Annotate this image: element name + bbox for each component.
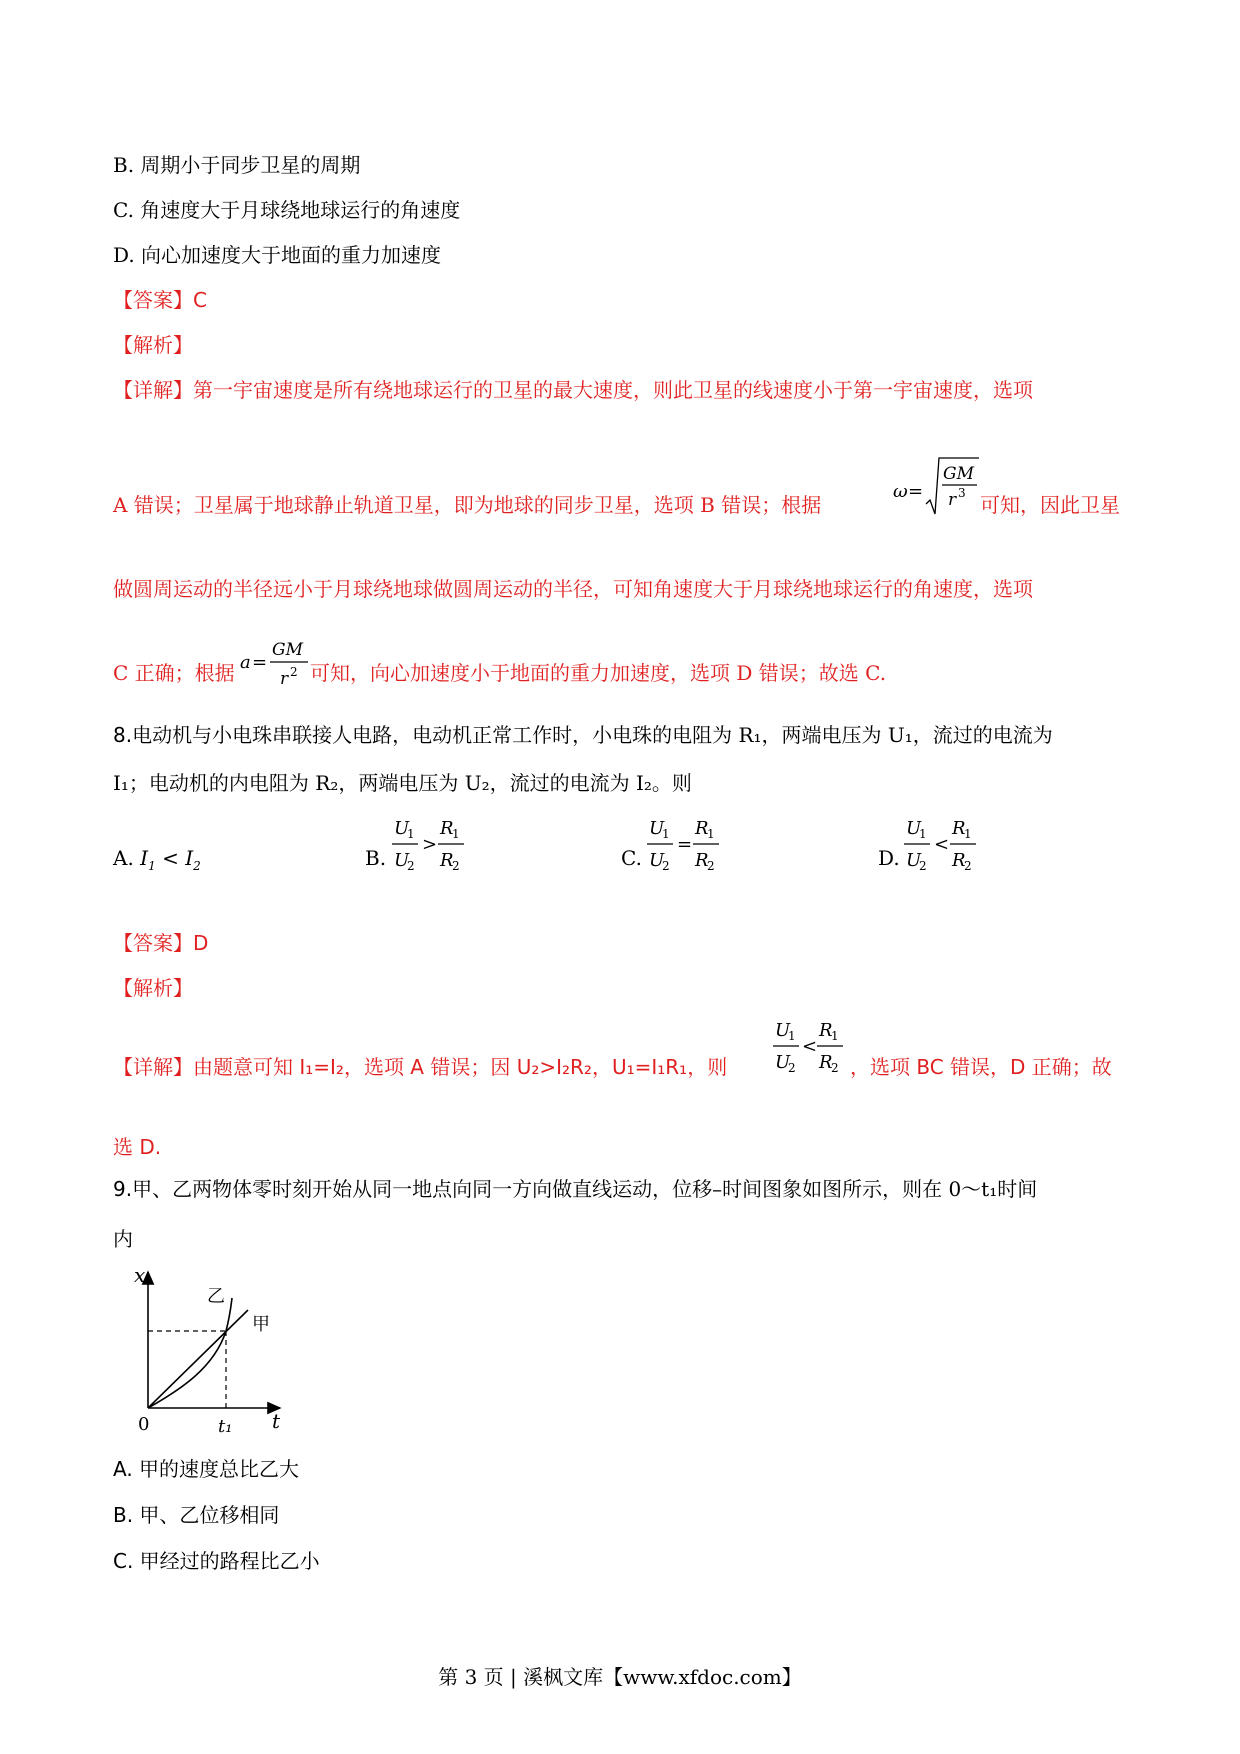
detail-text: 第一宇宙速度是所有绕地球运行的卫星的最大速度，则此卫星的线速度小于第一宇宙速度，选项 [193,378,1033,402]
q8-detail-formula [771,1010,849,1076]
q9-option-b: B. 甲、乙位移相同 [113,1503,280,1527]
q8-detail-line1 [113,1054,727,1080]
svg-text:2: 2 [662,859,670,873]
svg-text:2: 2 [831,1061,839,1075]
svg-text:2: 2 [919,859,927,873]
q9-stem-line2: 内 [113,1227,133,1251]
q7-option-c: C. 角速度大于月球绕地球运行的角速度 [113,198,461,222]
svg-text:U: U [394,850,410,871]
svg-text:=: = [677,834,693,855]
option-a-formula: $I_1 < I_2$ [140,846,201,873]
svg-text:1: 1 [452,827,460,841]
svg-text:1: 1 [707,827,715,841]
svg-text:=: = [252,652,268,673]
q9-option-a: A. 甲的速度总比乙大 [113,1457,300,1481]
q7-answer [113,287,207,313]
answer-tag: 【答案】 [113,288,193,312]
q8-option-a [113,846,201,873]
svg-text:U: U [906,818,922,839]
svg-text:U: U [649,818,665,839]
answer-tag: 【答案】 [113,931,193,955]
svg-text:2: 2 [964,859,972,873]
question-number: 8. [113,723,133,747]
q8-stem-line2: I₁；电动机的内电阻为 R₂，两端电压为 U₂，流过的电流为 I₂。则 [113,771,692,795]
svg-text:<: < [802,1036,818,1057]
detail-text: C 正确；根据 [113,661,235,685]
q8-option-d-label: D. [878,846,900,870]
q7-detail-line4 [113,660,235,686]
stem-text: 甲、乙两物体零时刻开始从同一地点向同一方向做直线运动，位移–时间图象如图所示，则在 0～t₁时间 [132,1177,1038,1201]
svg-text:GM: GM [943,464,974,484]
svg-text:R: R [695,850,709,871]
option-label: A. [113,846,134,870]
svg-text:<: < [934,834,950,855]
q9-stem-line1 [113,1176,1037,1202]
svg-text:R: R [952,850,966,871]
svg-text:2: 2 [707,859,715,873]
svg-text:GM: GM [272,640,303,660]
svg-text:a: a [240,652,251,673]
t1-label: t₁ [218,1416,233,1433]
detail-text: 由题意可知 I₁=I₂，选项 A 错误；因 U₂>I₂R₂，U₁=I₁R₁，则 [193,1055,728,1079]
svg-text:2: 2 [788,1061,796,1075]
x-axis-label: x [134,1263,146,1287]
svg-text:R: R [440,818,454,839]
svg-text:1: 1 [919,827,927,841]
svg-text:=: = [908,481,924,502]
page-footer: 第 3 页 | 溪枫文库【www.xfdoc.com】 [438,1665,802,1689]
svg-text:1: 1 [662,827,670,841]
q8-option-c-formula [645,810,725,874]
detail-tag: 【详解】 [113,1055,193,1079]
answer-value: D [193,931,209,955]
svg-text:>: > [422,834,438,855]
detail-text: A 错误；卫星属于地球静止轨道卫星，即为地球的同步卫星，选项 B 错误；根据 [113,493,822,517]
curve-yi [148,1298,232,1408]
stem-text: 电动机与小电珠串联接人电路，电动机正常工作时，小电珠的电阻为 R₁，两端电压为 U₁，流过的电流为 [132,723,1053,747]
svg-text:2: 2 [290,665,298,679]
q8-option-d-formula [902,810,982,874]
q8-analysis-tag: 【解析】 [113,976,193,1000]
line-jia [148,1310,248,1408]
q7-detail-line2b: 可知，因此卫星 [980,493,1120,517]
q7-option-d: D. 向心加速度大于地面的重力加速度 [113,243,442,267]
answer-value: C [193,288,207,312]
q8-option-c-label: C. [621,846,642,870]
q8-answer [113,930,208,956]
svg-text:3: 3 [958,486,966,500]
q7-detail-line3: 做圆周运动的半径远小于月球绕地球做圆周运动的半径，可知角速度大于月球绕地球运行的角速度，选项 [113,577,1033,601]
svg-text:ω: ω [893,481,908,502]
q7-detail-line1 [113,377,1033,403]
q7-detail-line4b: 可知，向心加速度小于地面的重力加速度，选项 D 错误；故选 C. [310,661,887,685]
svg-text:R: R [695,818,709,839]
q9-option-c: C. 甲经过的路程比乙小 [113,1549,320,1573]
svg-text:1: 1 [407,827,415,841]
svg-text:U: U [649,850,665,871]
svg-text:2: 2 [452,859,460,873]
svg-text:U: U [775,1052,791,1073]
svg-text:1: 1 [964,827,972,841]
svg-text:U: U [775,1020,791,1041]
svg-text:1: 1 [788,1029,796,1043]
svg-text:r: r [280,669,289,689]
q8-detail-line1b: ，选项 BC 错误，D 正确；故 [850,1055,1112,1079]
q8-detail-line2: 选 D. [113,1135,162,1159]
svg-text:R: R [440,850,454,871]
q8-stem-line1 [113,722,1053,748]
svg-text:R: R [952,818,966,839]
q7-analysis-tag: 【解析】 [113,333,193,357]
omega-formula [893,452,979,518]
question-number: 9. [113,1177,133,1201]
q7-detail-line2 [113,492,821,518]
detail-tag: 【详解】 [113,378,193,402]
jia-label: 甲 [252,1314,270,1335]
svg-text:U: U [906,850,922,871]
origin-label: 0 [138,1414,150,1433]
yi-label: 乙 [207,1286,225,1307]
xt-graph [120,1258,290,1433]
svg-text:2: 2 [407,859,415,873]
q8-option-b-label: B. [365,846,387,870]
svg-text:R: R [819,1052,833,1073]
accel-formula [240,632,312,694]
svg-text:U: U [394,818,410,839]
t-axis-label: t [272,1409,281,1433]
svg-text:R: R [819,1020,833,1041]
q8-option-b-formula [390,810,470,874]
svg-text:r: r [948,490,957,510]
q7-option-b: B. 周期小于同步卫星的周期 [113,153,361,177]
svg-text:1: 1 [831,1029,839,1043]
